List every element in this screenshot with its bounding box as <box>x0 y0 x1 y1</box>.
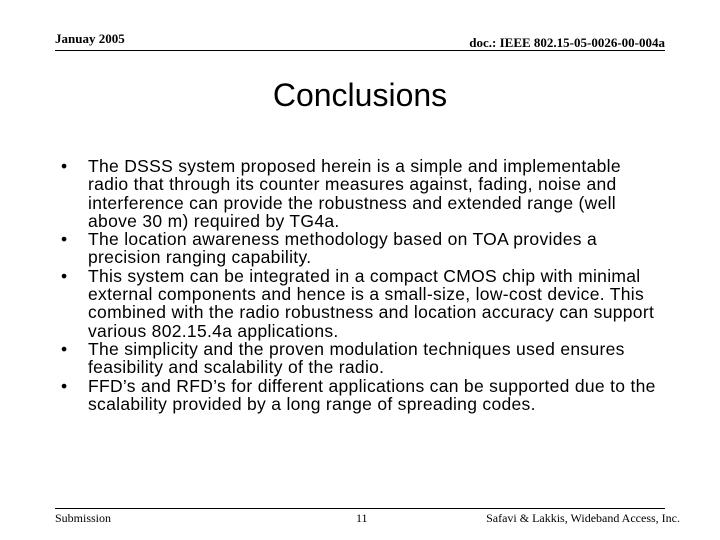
page-number: 11 <box>356 511 368 525</box>
bullet-item: • FFD’s and RFD’s for different applications can be supported due to the scalability provided by a long range of spreading codes. <box>60 377 660 414</box>
slide-title: Conclusions <box>272 77 448 113</box>
footer-submission: Submission <box>55 511 112 525</box>
header-doc-id: doc.: IEEE 802.15-05-0026-00-004a <box>469 35 665 50</box>
footer-divider <box>55 508 665 509</box>
bullet-item: • The location awareness methodology based on TOA provides a precision ranging capability. <box>60 230 660 267</box>
bullet-list <box>60 157 660 413</box>
header-date: Januay 2005 <box>55 31 125 46</box>
bullet-item: • The simplicity and the proven modulation techniques used ensures feasibility and scalability of the radio. <box>60 340 660 377</box>
footer-authors: Safavi & Lakkis, Wideband Access, Inc. <box>486 511 680 525</box>
bullet-item: • The DSSS system proposed herein is a simple and implementable radio that through its counter measures against, fading, noise and interference can provide the robustness and extended range (well above 30 m) required by TG4a. <box>60 157 660 230</box>
header-divider <box>55 50 665 51</box>
bullet-item: • This system can be integrated in a compact CMOS chip with minimal external components and hence is a small-size, low-cost device. This combined with the radio robustness and location accuracy can support various 802.15.4a applications. <box>60 267 660 340</box>
